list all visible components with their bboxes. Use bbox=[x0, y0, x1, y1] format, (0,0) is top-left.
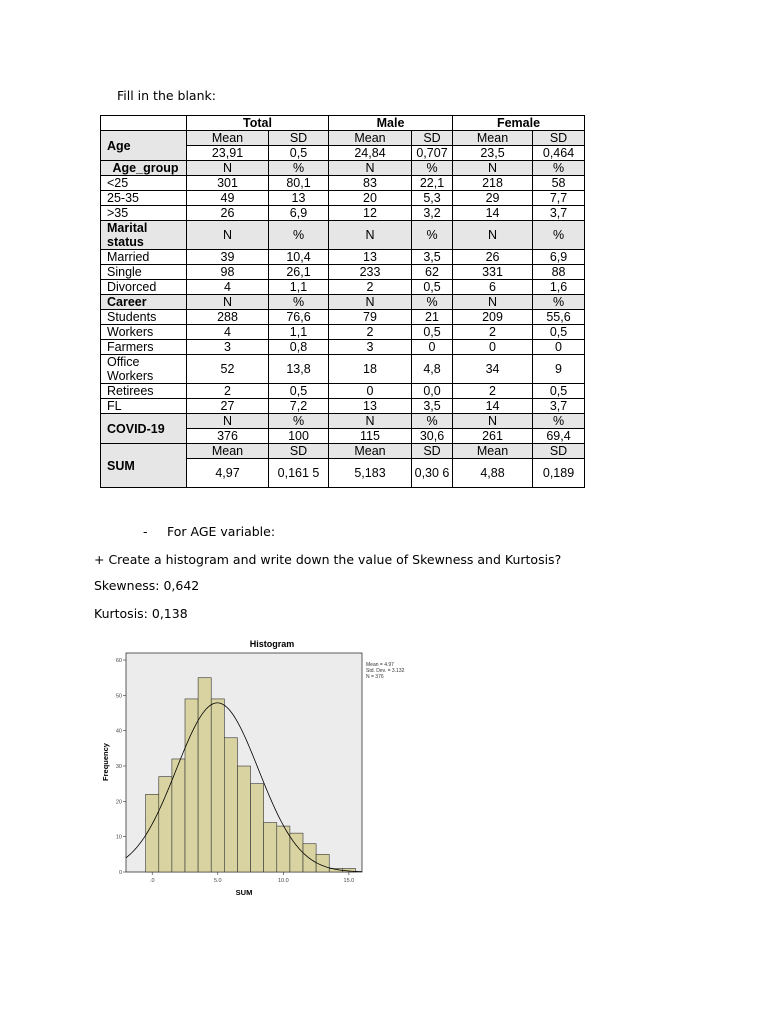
stat-head: N bbox=[329, 414, 412, 429]
stat-head: SD bbox=[269, 444, 329, 459]
cell-value: 20 bbox=[329, 191, 412, 206]
table-header-row bbox=[101, 116, 585, 131]
legend-line: Mean = 4.97 bbox=[366, 662, 394, 668]
cell-value: 52 bbox=[187, 355, 269, 384]
y-axis-label: Frequency bbox=[101, 743, 110, 781]
cell-value: 14 bbox=[453, 399, 533, 414]
row-label: Office Workers bbox=[101, 355, 187, 384]
stat-head: % bbox=[533, 414, 585, 429]
y-tick-label: 30 bbox=[115, 764, 122, 771]
table-row bbox=[101, 265, 585, 280]
cell-value: 26 bbox=[453, 250, 533, 265]
cell-value: 0 bbox=[412, 340, 453, 355]
cell-value: 0,5 bbox=[269, 384, 329, 399]
histogram-bar bbox=[264, 823, 277, 872]
marital-section-head-row bbox=[101, 221, 585, 250]
covid-section-label: COVID-19 bbox=[101, 414, 187, 444]
cell-value: 0,5 bbox=[412, 280, 453, 295]
cell-value: 301 bbox=[187, 176, 269, 191]
cell-value: 5,3 bbox=[412, 191, 453, 206]
age-group-section-label: Age_group bbox=[101, 161, 187, 176]
cell-value: 218 bbox=[453, 176, 533, 191]
cell-value: 1,1 bbox=[269, 280, 329, 295]
table-row bbox=[101, 384, 585, 399]
y-tick-label: 60 bbox=[115, 658, 122, 665]
histogram-bar bbox=[211, 699, 224, 872]
covid-section-head-row bbox=[101, 414, 585, 429]
stat-value: 0,161 5 bbox=[269, 459, 329, 488]
cell-value: 3,2 bbox=[412, 206, 453, 221]
stat-head: Mean bbox=[187, 131, 269, 146]
sum-section-label: SUM bbox=[101, 444, 187, 488]
stat-value: 100 bbox=[269, 429, 329, 444]
sum-section-head-row bbox=[101, 444, 585, 459]
cell-value: 4 bbox=[187, 325, 269, 340]
cell-value: 0 bbox=[329, 384, 412, 399]
cell-value: 12 bbox=[329, 206, 412, 221]
cell-value: 1,1 bbox=[269, 325, 329, 340]
stat-head: N bbox=[453, 161, 533, 176]
stat-head: N bbox=[329, 221, 412, 250]
cell-value: 209 bbox=[453, 310, 533, 325]
histogram-bar bbox=[146, 794, 159, 872]
cell-value: 0 bbox=[453, 340, 533, 355]
cell-value: 2 bbox=[329, 325, 412, 340]
stat-value: 5,183 bbox=[329, 459, 412, 488]
cell-value: 58 bbox=[533, 176, 585, 191]
stat-value: 261 bbox=[453, 429, 533, 444]
header-corner bbox=[101, 116, 187, 131]
x-axis-label: SUM bbox=[235, 888, 253, 897]
cell-value: 0,0 bbox=[412, 384, 453, 399]
age-section-label: Age bbox=[101, 131, 187, 161]
x-tick-label: 10.0 bbox=[277, 878, 289, 884]
cell-value: 83 bbox=[329, 176, 412, 191]
cell-value: 0,5 bbox=[412, 325, 453, 340]
cell-value: 4 bbox=[187, 280, 269, 295]
question-text: + Create a histogram and write down the value of Skewness and Kurtosis? bbox=[94, 552, 562, 567]
group-header: Total bbox=[187, 116, 329, 131]
stat-head: N bbox=[453, 414, 533, 429]
cell-value: 34 bbox=[453, 355, 533, 384]
stat-head: % bbox=[533, 295, 585, 310]
stat-head: % bbox=[269, 221, 329, 250]
stat-value: 30,6 bbox=[412, 429, 453, 444]
stat-value: 115 bbox=[329, 429, 412, 444]
stat-value: 0,189 bbox=[533, 459, 585, 488]
stat-head: SD bbox=[269, 131, 329, 146]
cell-value: 18 bbox=[329, 355, 412, 384]
stat-value: 0,30 6 bbox=[412, 459, 453, 488]
row-label: 25-35 bbox=[101, 191, 187, 206]
stat-value: 0,464 bbox=[533, 146, 585, 161]
row-label: Students bbox=[101, 310, 187, 325]
row-label: FL bbox=[101, 399, 187, 414]
cell-value: 3,5 bbox=[412, 250, 453, 265]
cell-value: 29 bbox=[453, 191, 533, 206]
histogram-chart bbox=[100, 636, 440, 900]
row-label: Retirees bbox=[101, 384, 187, 399]
stat-head: Mean bbox=[187, 444, 269, 459]
table-row bbox=[101, 340, 585, 355]
stat-head: Mean bbox=[329, 131, 412, 146]
stat-value: 23,5 bbox=[453, 146, 533, 161]
stat-head: % bbox=[269, 414, 329, 429]
cell-value: 76,6 bbox=[269, 310, 329, 325]
cell-value: 7,7 bbox=[533, 191, 585, 206]
kurtosis-line: Kurtosis: 0,138 bbox=[94, 606, 188, 621]
x-tick-label: .0 bbox=[149, 878, 155, 884]
y-tick-label: 20 bbox=[115, 799, 122, 806]
cell-value: 10,4 bbox=[269, 250, 329, 265]
row-label: <25 bbox=[101, 176, 187, 191]
cell-value: 288 bbox=[187, 310, 269, 325]
career-section-label: Career bbox=[101, 295, 187, 310]
cell-value: 55,6 bbox=[533, 310, 585, 325]
cell-value: 13 bbox=[329, 399, 412, 414]
stat-head: N bbox=[187, 414, 269, 429]
histogram-bar bbox=[237, 766, 250, 872]
cell-value: 80,1 bbox=[269, 176, 329, 191]
stat-head: N bbox=[329, 295, 412, 310]
row-label: Single bbox=[101, 265, 187, 280]
stat-value: 69,4 bbox=[533, 429, 585, 444]
cell-value: 98 bbox=[187, 265, 269, 280]
cell-value: 62 bbox=[412, 265, 453, 280]
intro-text: Fill in the blank: bbox=[117, 88, 216, 103]
cell-value: 14 bbox=[453, 206, 533, 221]
cell-value: 7,2 bbox=[269, 399, 329, 414]
stat-value: 0,707 bbox=[412, 146, 453, 161]
stat-head: N bbox=[329, 161, 412, 176]
stat-head: Mean bbox=[329, 444, 412, 459]
cell-value: 0,5 bbox=[533, 325, 585, 340]
histogram-bar bbox=[198, 678, 211, 872]
cell-value: 0 bbox=[533, 340, 585, 355]
table-row bbox=[101, 191, 585, 206]
cell-value: 22,1 bbox=[412, 176, 453, 191]
marital-section-label: Marital status bbox=[101, 221, 187, 250]
table-row bbox=[101, 250, 585, 265]
cell-value: 331 bbox=[453, 265, 533, 280]
skewness-line: Skewness: 0,642 bbox=[94, 578, 200, 593]
bullet-text: For AGE variable: bbox=[167, 524, 276, 539]
stat-head: N bbox=[453, 295, 533, 310]
cell-value: 3,5 bbox=[412, 399, 453, 414]
age-section-head-row bbox=[101, 131, 585, 146]
stat-head: SD bbox=[533, 444, 585, 459]
cell-value: 2 bbox=[453, 384, 533, 399]
y-tick-label: 0 bbox=[118, 870, 122, 876]
cell-value: 88 bbox=[533, 265, 585, 280]
cell-value: 6 bbox=[453, 280, 533, 295]
stat-value: 23,91 bbox=[187, 146, 269, 161]
cell-value: 2 bbox=[187, 384, 269, 399]
cell-value: 1,6 bbox=[533, 280, 585, 295]
cell-value: 2 bbox=[453, 325, 533, 340]
row-label: >35 bbox=[101, 206, 187, 221]
stat-head: SD bbox=[412, 131, 453, 146]
stat-value: 0,5 bbox=[269, 146, 329, 161]
stat-value: 376 bbox=[187, 429, 269, 444]
group-header: Female bbox=[453, 116, 585, 131]
stat-head: Mean bbox=[453, 444, 533, 459]
y-tick-label: 10 bbox=[115, 834, 122, 841]
y-tick-label: 40 bbox=[115, 728, 122, 735]
cell-value: 6,9 bbox=[533, 250, 585, 265]
cell-value: 3,7 bbox=[533, 399, 585, 414]
histogram-bar bbox=[159, 777, 172, 872]
cell-value: 3 bbox=[329, 340, 412, 355]
cell-value: 0,8 bbox=[269, 340, 329, 355]
stat-head: % bbox=[269, 161, 329, 176]
stat-head: SD bbox=[412, 444, 453, 459]
chart-title: Histogram bbox=[249, 639, 295, 649]
table-row bbox=[101, 325, 585, 340]
table-row bbox=[101, 206, 585, 221]
histogram-bar bbox=[224, 738, 237, 872]
cell-value: 233 bbox=[329, 265, 412, 280]
stat-head: N bbox=[187, 295, 269, 310]
stat-head: % bbox=[533, 161, 585, 176]
cell-value: 13,8 bbox=[269, 355, 329, 384]
stat-head: % bbox=[412, 221, 453, 250]
cell-value: 4,8 bbox=[412, 355, 453, 384]
stat-head: N bbox=[453, 221, 533, 250]
cell-value: 3 bbox=[187, 340, 269, 355]
stat-head: % bbox=[412, 161, 453, 176]
stat-head: % bbox=[412, 414, 453, 429]
cell-value: 26 bbox=[187, 206, 269, 221]
bullet-dash: - bbox=[143, 524, 148, 539]
row-label: Married bbox=[101, 250, 187, 265]
stat-head: % bbox=[269, 295, 329, 310]
cell-value: 27 bbox=[187, 399, 269, 414]
x-tick-label: 5.0 bbox=[213, 878, 222, 884]
histogram-bar bbox=[251, 784, 264, 872]
cell-value: 2 bbox=[329, 280, 412, 295]
legend-line: N = 376 bbox=[366, 674, 384, 680]
y-tick-label: 50 bbox=[115, 693, 122, 700]
table-row bbox=[101, 310, 585, 325]
cell-value: 0,5 bbox=[533, 384, 585, 399]
table-row bbox=[101, 176, 585, 191]
cell-value: 13 bbox=[329, 250, 412, 265]
row-label: Farmers bbox=[101, 340, 187, 355]
stat-value: 4,97 bbox=[187, 459, 269, 488]
row-label: Divorced bbox=[101, 280, 187, 295]
stat-head: % bbox=[412, 295, 453, 310]
cell-value: 39 bbox=[187, 250, 269, 265]
cell-value: 21 bbox=[412, 310, 453, 325]
stat-head: SD bbox=[533, 131, 585, 146]
group-header: Male bbox=[329, 116, 453, 131]
stat-head: % bbox=[533, 221, 585, 250]
stat-value: 24,84 bbox=[329, 146, 412, 161]
table-row bbox=[101, 399, 585, 414]
cell-value: 9 bbox=[533, 355, 585, 384]
table-row bbox=[101, 280, 585, 295]
statistics-table bbox=[100, 115, 585, 488]
cell-value: 3,7 bbox=[533, 206, 585, 221]
cell-value: 49 bbox=[187, 191, 269, 206]
legend-line: Std. Dev. = 3.132 bbox=[366, 668, 405, 674]
cell-value: 26,1 bbox=[269, 265, 329, 280]
table-row bbox=[101, 355, 585, 384]
cell-value: 13 bbox=[269, 191, 329, 206]
stat-head: Mean bbox=[453, 131, 533, 146]
row-label: Workers bbox=[101, 325, 187, 340]
stat-head: N bbox=[187, 161, 269, 176]
x-tick-label: 15.0 bbox=[343, 878, 355, 884]
cell-value: 79 bbox=[329, 310, 412, 325]
career-section-head-row bbox=[101, 295, 585, 310]
stat-head: N bbox=[187, 221, 269, 250]
cell-value: 6,9 bbox=[269, 206, 329, 221]
age-group-section-head-row bbox=[101, 161, 585, 176]
stat-value: 4,88 bbox=[453, 459, 533, 488]
